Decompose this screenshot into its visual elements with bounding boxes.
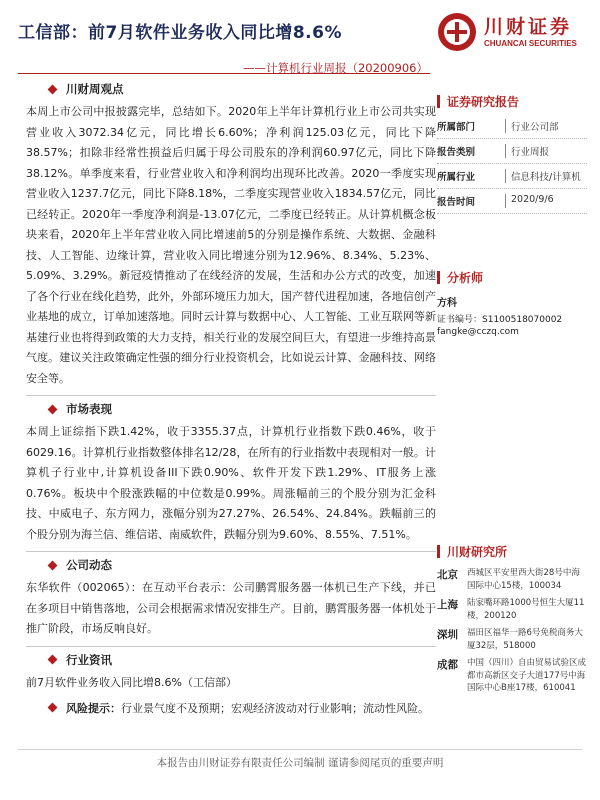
logo-chinese-name: 川财证券 [484,16,573,38]
diamond-bullet-icon [48,560,58,570]
section-market-heading [26,396,436,422]
office-shanghai [437,597,587,622]
institute-heading-label: 川财研究所 [447,544,508,559]
office-address: 福田区福华一路6号免税商务大厦32层，518000 [467,628,583,651]
section-company-body: 东华软件（002065）：在互动平台表示：公司鹏霄服务器一体机已生产下线，并已在多项目中销售落地，公司会根据需求情况安排生产。目前，鹏霄服务器一体机处于推广阶段，市场反响良好。 [26,581,436,635]
brand-logo [437,10,587,55]
section-heading-text: 市场表现 [66,402,112,416]
heading-bar-icon [437,271,440,284]
report-title: 工信部：前7月软件业务收入同比增8.6% [18,23,342,43]
section-heading-text: 公司动态 [66,558,112,572]
section-heading-text: 川财周观点 [66,82,124,96]
analyst-heading [437,266,587,288]
heading-bar-icon [437,545,440,558]
logo-english-name: CHUANCAI SECURITIES [484,39,577,48]
diamond-bullet-icon [48,655,58,665]
report-info-table [437,114,587,214]
info-value: 信息科技/计算机 [505,169,587,183]
office-city: 北京 [437,569,458,581]
analyst-email[interactable]: fangke@cczq.com [437,327,519,337]
header-divider [18,73,430,74]
risk-label: 风险提示： [66,702,121,715]
footer-divider [18,749,582,750]
institute-block [437,540,587,695]
report-subtitle: ——计算机行业周报（20200906） [242,61,428,75]
section-company-heading [26,552,436,578]
office-address: 陆家嘴环路1000号恒生大厦11楼，200120 [467,598,585,621]
section-view-body: 本周上市公司中报披露完毕，总结如下。2020年上半年计算机行业上市公司共实现营业收入3072.34亿元，同比增长6.60%；净利润125.03亿元，同比下降38.57%；扣除非经常性损益后归属于母公司股东的净利润60.97亿元，同比下降38.12%。单季度来看，行业营业收入和净利润均出现环比改善。2020一季度实现营业收入1237.7亿元，同比下降8.18%，二季度实现营业收入1834.57亿元，同比已经转正。2020年一季度净利润是-13.07亿元，二季度已经转正。从计算机概念板块来看，2020年上半年营业收入同比增速前5的分别是操作系统、大数据、金融科技、人工智能、边缘计算，营业收入同比增速分别为12.96%、8.34%、5.23%、5.09%、3.29%。新冠疫情推动了在线经济的发展，生活和办公方式的改变，加速了各个行业在线化趋势，此外，外部环境压力加大，国产替代进程加速，各地信创产业基地的成立，订单加速落地。同时云计算与数据中心、人工智能、工业互联网等新基建行业也将得到政策的大力支持，相关行业的发展空间巨大，有望进一步维持高景气度。建议关注政策确定性强的细分行业投资机会，比如说云计算、金融科技、网络安全等。 [26,105,436,385]
heading-bar-icon [437,95,440,108]
info-value: 行业公司部 [505,119,587,133]
section-heading-text: 行业资讯 [66,652,112,667]
office-address: 西城区平安里西大街28号中海国际中心15楼，100034 [467,568,580,591]
office-chengdu [437,657,587,695]
office-city: 成都 [437,659,458,671]
info-value: 2020/9/6 [505,194,587,208]
office-beijing [437,567,587,592]
footer-disclaimer: 本报告由川财证券有限责任公司编制 谨请参阅尾页的重要声明 [156,757,444,769]
info-value: 行业周报 [505,144,587,158]
analyst-info [437,294,587,337]
office-address: 中国（四川）自由贸易试验区成都市高新区交子大道177号中海国际中心B座17楼，610041 [467,658,587,693]
info-row-category [437,139,587,164]
analyst-heading-label: 分析师 [447,270,484,285]
research-report-label: 证券研究报告 [447,94,520,109]
info-row-date [437,189,587,214]
section-view-heading [26,76,436,102]
office-city: 上海 [437,599,458,611]
analyst-cert: 证书编号：S1100518070002 [437,315,563,325]
section-market-body: 本周上证综指下跌1.42%，收于3355.37点，计算机行业指数下跌0.46%，收于6029.16。计算机行业指数整体排名12/28，在所有的行业指数中表现相对一般。计算机子行业中,计算机设备III下跌0.90%、软件开发下跌1.29%、IT服务上涨0.76%。板块中个股涨跌幅的中位数是0.99%。周涨幅前三的个股分别为汇金科技、中威电子、东方网力，涨幅分别为27.27%、26.54%、24.84%。跌幅前三的个股分别为海兰信、维信诺、南威软件，跌幅分别为9.60%、8.55%、7.51%。 [26,425,436,541]
info-key: 所属行业 [437,172,476,183]
institute-heading [437,540,587,562]
section-industry-body: 前7月软件业务收入同比增8.6%（工信部） [26,675,237,689]
risk-text: 行业景气度不及预期；宏观经济波动对行业影响；流动性风险。 [121,702,429,715]
chuancai-logo-icon [437,12,477,52]
sidebar [437,90,587,339]
risk-warning [26,699,436,719]
analyst-name: 方科 [437,298,457,309]
info-row-department [437,114,587,139]
diamond-bullet-icon [48,703,58,713]
info-row-industry [437,164,587,189]
info-key: 所属部门 [437,122,476,133]
diamond-bullet-icon [48,84,58,94]
info-key: 报告时间 [437,197,476,208]
diamond-bullet-icon [48,404,58,414]
office-shenzhen [437,627,587,652]
section-industry-heading [26,647,436,673]
info-key: 报告类别 [437,147,476,158]
office-city: 深圳 [437,629,458,641]
main-content [26,76,436,719]
research-report-heading [437,90,587,112]
